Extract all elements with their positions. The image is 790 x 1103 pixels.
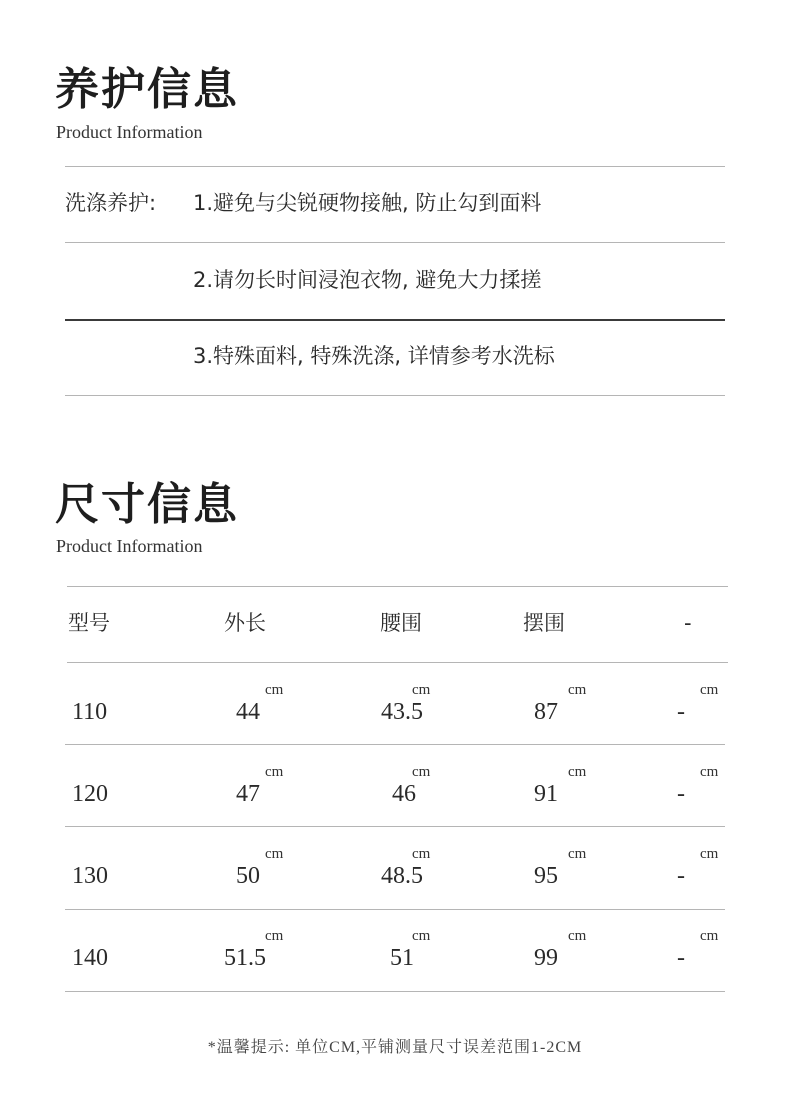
care-row-3 [65,336,725,376]
unit-cm: cm [412,764,431,780]
unit-cm: cm [265,682,284,698]
cell-empty: - [677,945,685,971]
cell-empty: - [677,863,685,889]
cell-hem: 87 [534,699,558,725]
header-empty: - [684,611,692,635]
size-section-subtitle: Product Information [56,536,203,556]
divider [65,242,725,243]
care-row-2 [65,260,725,300]
footer-note: *温馨提示: 单位CM,平铺测量尺寸误差范围1-2CM [207,1039,583,1056]
unit-cm: cm [700,682,719,698]
cell-empty: - [677,699,685,725]
table-header-border [67,662,728,663]
unit-cm: cm [700,928,719,944]
cell-model: 110 [72,699,108,725]
cell-waist: 51 [390,945,414,971]
header-length: 外长 [224,611,266,635]
table-bottom-border [65,991,725,992]
header-model: 型号 [68,611,110,635]
unit-cm: cm [568,928,587,944]
unit-cm: cm [700,846,719,862]
care-section-title: 养护信息 [55,64,239,115]
care-item-3: 3.特殊面料, 特殊洗涤, 详情参考水洗标 [193,344,555,368]
unit-cm: cm [412,682,431,698]
cell-length: 47 [236,781,260,807]
cell-waist: 43.5 [381,699,423,725]
cell-waist: 48.5 [381,863,423,889]
size-section-title: 尺寸信息 [55,479,239,530]
care-row-1 [65,183,725,223]
unit-cm: cm [412,928,431,944]
unit-cm: cm [265,764,284,780]
care-label: 洗涤养护: [65,191,157,215]
divider [65,395,725,396]
row-divider [65,826,725,827]
cell-hem: 91 [534,781,558,807]
header-waist: 腰围 [380,611,422,635]
row-divider [65,909,725,910]
cell-length: 44 [236,699,260,725]
header-hem: 摆围 [523,611,565,635]
unit-cm: cm [568,764,587,780]
cell-empty: - [677,781,685,807]
unit-cm: cm [265,846,284,862]
unit-cm: cm [412,846,431,862]
cell-length: 51.5 [224,945,266,971]
unit-cm: cm [700,764,719,780]
divider [65,166,725,167]
unit-cm: cm [568,682,587,698]
cell-waist: 46 [392,781,416,807]
cell-hem: 95 [534,863,558,889]
care-item-1: 1.避免与尖锐硬物接触, 防止勾到面料 [193,191,542,215]
table-top-border [67,586,728,587]
care-section-subtitle: Product Information [56,122,203,142]
cell-model: 140 [72,945,108,971]
unit-cm: cm [568,846,587,862]
care-item-2: 2.请勿长时间浸泡衣物, 避免大力揉搓 [193,268,542,292]
unit-cm: cm [265,928,284,944]
divider [65,319,725,321]
cell-length: 50 [236,863,260,889]
cell-model: 120 [72,781,108,807]
cell-model: 130 [72,863,108,889]
cell-hem: 99 [534,945,558,971]
row-divider [65,744,725,745]
